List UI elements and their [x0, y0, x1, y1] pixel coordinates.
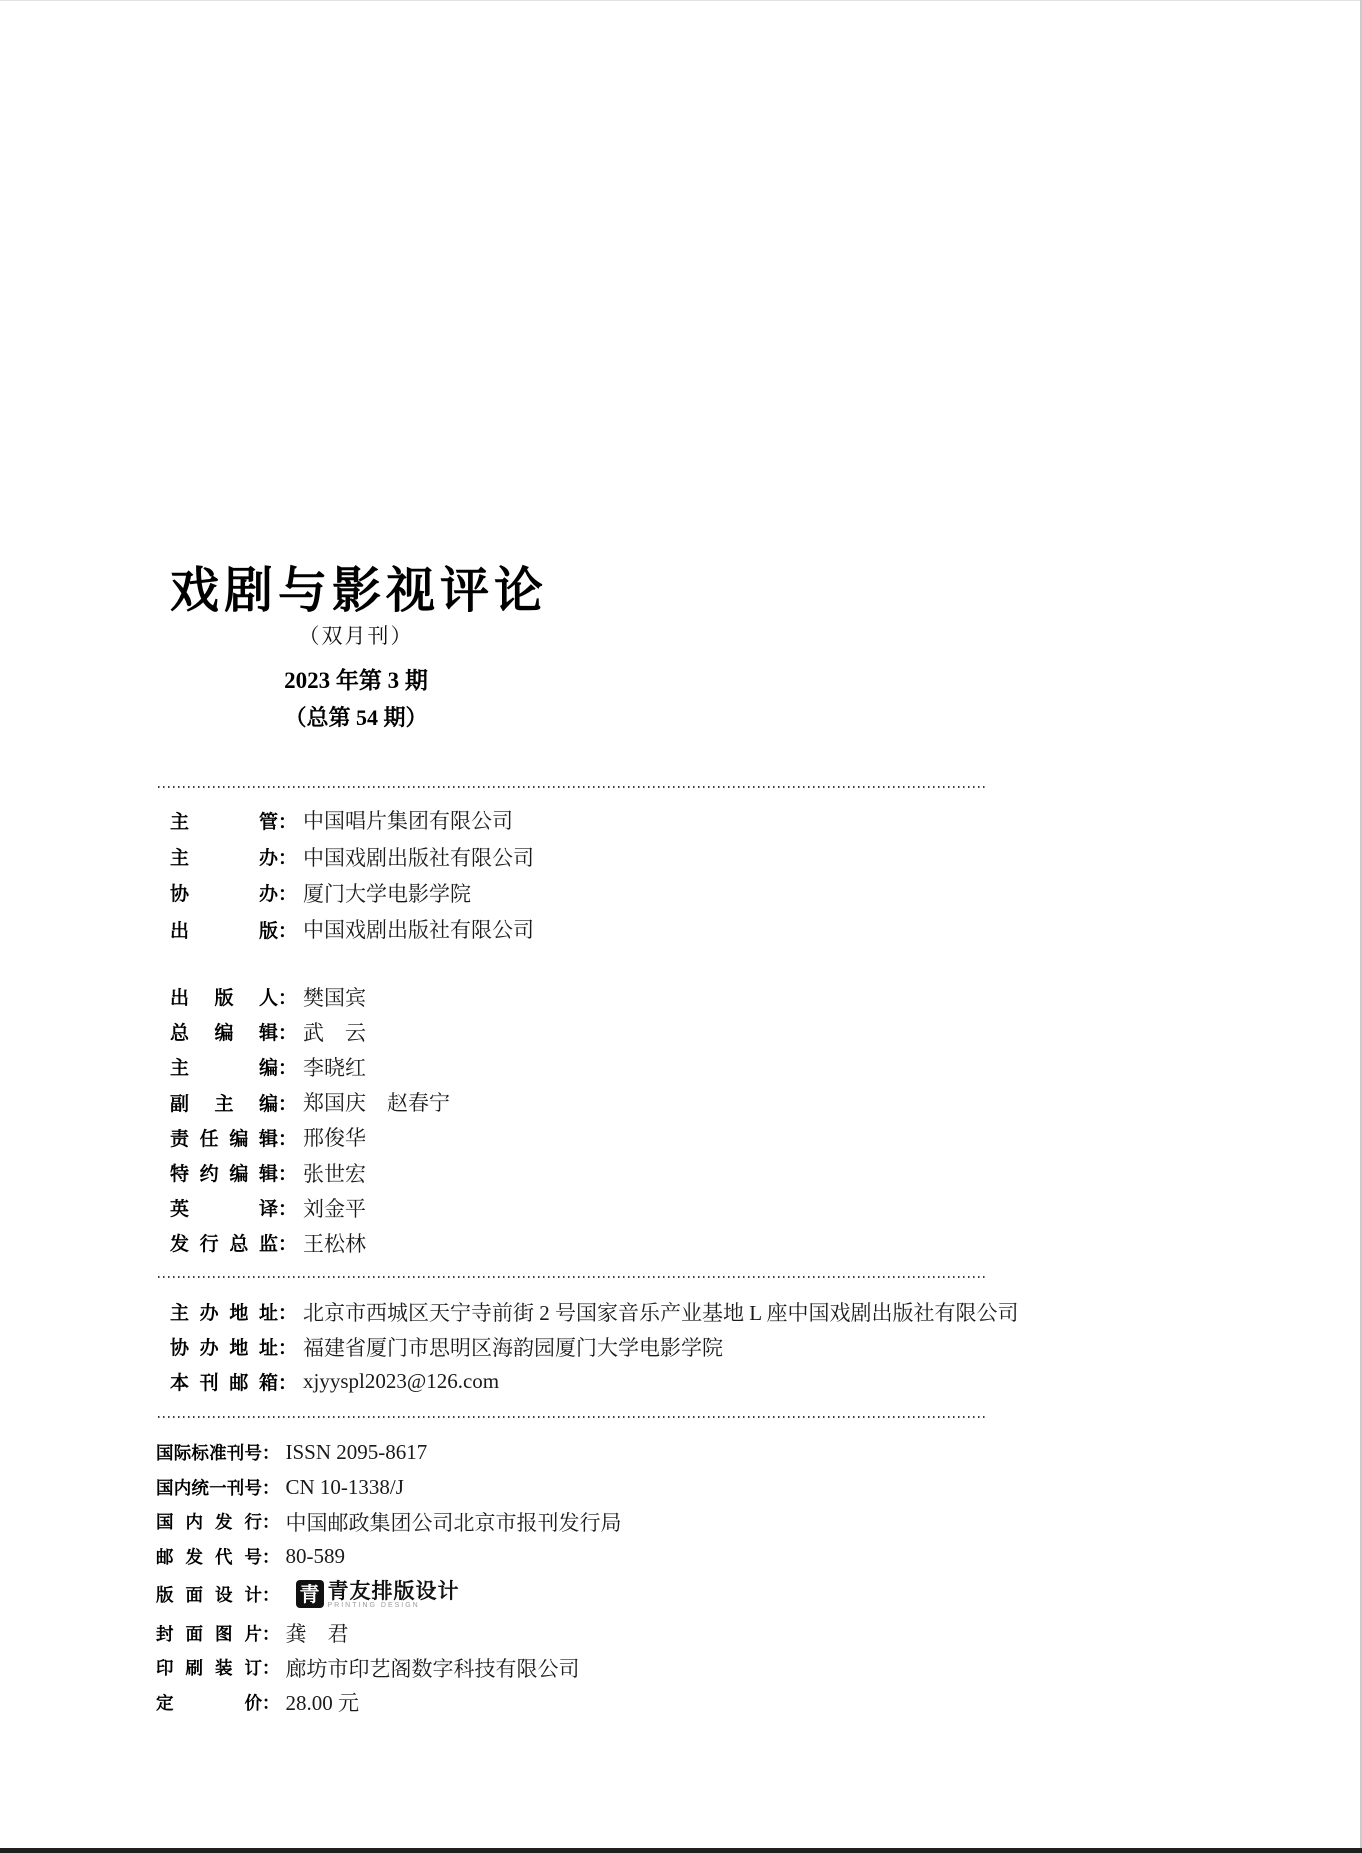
row-deputy-editors [170, 1085, 450, 1120]
row-label: 特 约 编 辑 [170, 1164, 278, 1186]
row-cn-number [156, 1470, 622, 1505]
row-issn [156, 1435, 622, 1470]
row-label: 协 办 [170, 884, 278, 906]
label-colon: ： [262, 1623, 280, 1644]
governance-block [170, 802, 534, 948]
label-colon: ： [278, 1234, 298, 1256]
label-colon: ： [278, 811, 298, 833]
row-label: 主 办 [170, 848, 278, 870]
label-colon: ： [262, 1442, 280, 1463]
row-label: 主 编 [170, 1058, 278, 1080]
row-label: 总 编 辑 [170, 1023, 278, 1045]
row-value: ISSN 2095-8617 [285, 1439, 428, 1464]
dotted-divider [158, 1276, 988, 1278]
logo-brand-text: 青友排版设计 [327, 1577, 460, 1603]
row-label: 印 刷 装 订 [156, 1658, 262, 1679]
row-sponsor [170, 838, 534, 874]
row-label: 版 面 设 计 [156, 1585, 262, 1606]
row-printing-binding [156, 1650, 622, 1685]
label-colon: ： [262, 1658, 280, 1679]
row-value: 中国戏剧出版社有限公司 [303, 918, 535, 943]
row-value: 张世宏 [303, 1161, 367, 1186]
label-colon: ： [278, 848, 298, 870]
row-label: 出 版 [170, 920, 278, 942]
row-label: 英 译 [170, 1199, 278, 1221]
row-label: 国 际 标 准 刊 号 [156, 1442, 262, 1463]
row-supervisor [170, 802, 534, 838]
row-label: 本 刊 邮 箱 [170, 1373, 278, 1395]
row-value: CN 10-1338/J [285, 1474, 404, 1499]
publication-block [156, 1435, 622, 1720]
row-journal-email [170, 1364, 1019, 1399]
row-co-sponsor [170, 875, 534, 911]
row-sponsor-address [170, 1294, 1019, 1329]
row-layout-design [156, 1574, 622, 1616]
issue-number: 2023 年第 3 期 [284, 668, 428, 693]
logo-brand-subtext: PRINTING DESIGN [327, 1601, 420, 1609]
row-publishing-director [170, 979, 450, 1014]
page-top-edge [0, 0, 1362, 1]
row-label: 国 内 统 一 刊 号 [156, 1477, 262, 1498]
row-label: 主 办 地 址 [170, 1303, 278, 1325]
layout-design-logo [296, 1577, 460, 1610]
row-label: 封 面 图 片 [156, 1623, 262, 1644]
row-value: 刘金平 [303, 1196, 367, 1221]
row-value: 郑国庆 赵春宁 [303, 1091, 451, 1116]
label-colon: ： [278, 1199, 298, 1221]
dotted-divider [158, 786, 988, 788]
row-cover-image [156, 1616, 622, 1651]
label-colon: ： [278, 1058, 298, 1080]
row-label: 主 管 [170, 811, 278, 833]
label-colon: ： [262, 1692, 280, 1713]
address-block [170, 1294, 1019, 1400]
label-colon: ： [262, 1585, 280, 1606]
label-colon: ： [278, 1338, 298, 1360]
row-value: 王松林 [303, 1231, 367, 1256]
row-postal-code [156, 1539, 622, 1574]
row-editor-in-chief [170, 1014, 450, 1049]
label-colon: ： [278, 884, 298, 906]
label-colon: ： [278, 1128, 298, 1150]
row-label: 责 任 编 辑 [170, 1128, 278, 1150]
staff-block [170, 979, 450, 1261]
row-value: 80-589 [285, 1543, 345, 1568]
row-domestic-distribution [156, 1504, 622, 1539]
row-label: 发 行 总 监 [170, 1234, 278, 1256]
row-value: 北京市西城区天宁寺前街 2 号国家音乐产业基地 L 座中国戏剧出版社有限公司 [303, 1300, 1019, 1325]
label-colon: ： [278, 1023, 298, 1045]
journal-subtitle: （双月刊） [298, 624, 414, 648]
row-value: 武 云 [303, 1020, 367, 1045]
row-value: 龚 君 [285, 1622, 349, 1647]
row-value: 邢俊华 [303, 1126, 367, 1151]
row-label: 副 主 编 [170, 1093, 278, 1115]
row-price [156, 1685, 622, 1720]
label-colon: ： [278, 988, 298, 1010]
row-label: 出 版 人 [170, 988, 278, 1010]
label-colon: ： [278, 1303, 298, 1325]
row-value: 樊国宾 [303, 985, 367, 1010]
label-colon: ： [262, 1477, 280, 1498]
label-colon: ： [278, 1373, 298, 1395]
row-value: xjyyspl2023@126.com [303, 1369, 500, 1394]
row-value: 中国戏剧出版社有限公司 [303, 845, 535, 870]
page-bottom-edge [0, 1848, 1362, 1853]
dotted-divider [158, 1416, 988, 1418]
row-value: 厦门大学电影学院 [303, 881, 472, 906]
row-value: 李晓红 [303, 1055, 367, 1080]
label-colon: ： [278, 920, 298, 942]
qingyou-seal-icon: 青 [296, 1580, 324, 1608]
label-colon: ： [262, 1546, 280, 1567]
row-value: 中国邮政集团公司北京市报刊发行局 [285, 1510, 622, 1535]
row-value: 廊坊市印艺阁数字科技有限公司 [285, 1656, 580, 1681]
row-label: 定 价 [156, 1692, 262, 1713]
label-colon: ： [278, 1093, 298, 1115]
row-distribution-director [170, 1225, 450, 1260]
label-colon: ： [262, 1512, 280, 1533]
row-label: 国 内 发 行 [156, 1512, 262, 1533]
volume-number: （总第 54 期） [284, 705, 428, 730]
row-value: 28.00 元 [285, 1691, 359, 1716]
row-english-translator [170, 1190, 450, 1225]
row-label: 邮 发 代 号 [156, 1546, 262, 1567]
row-contributing-editor [170, 1155, 450, 1190]
row-label: 协 办 地 址 [170, 1338, 278, 1360]
row-publisher [170, 911, 534, 947]
row-value: 中国唱片集团有限公司 [303, 809, 514, 834]
row-executive-editor [170, 1120, 450, 1155]
journal-title: 戏剧与影视评论 [170, 561, 549, 619]
row-value: 福建省厦门市思明区海韵园厦门大学电影学院 [303, 1335, 724, 1360]
label-colon: ： [278, 1164, 298, 1186]
row-co-sponsor-address [170, 1329, 1019, 1364]
row-chief-editor [170, 1049, 450, 1084]
